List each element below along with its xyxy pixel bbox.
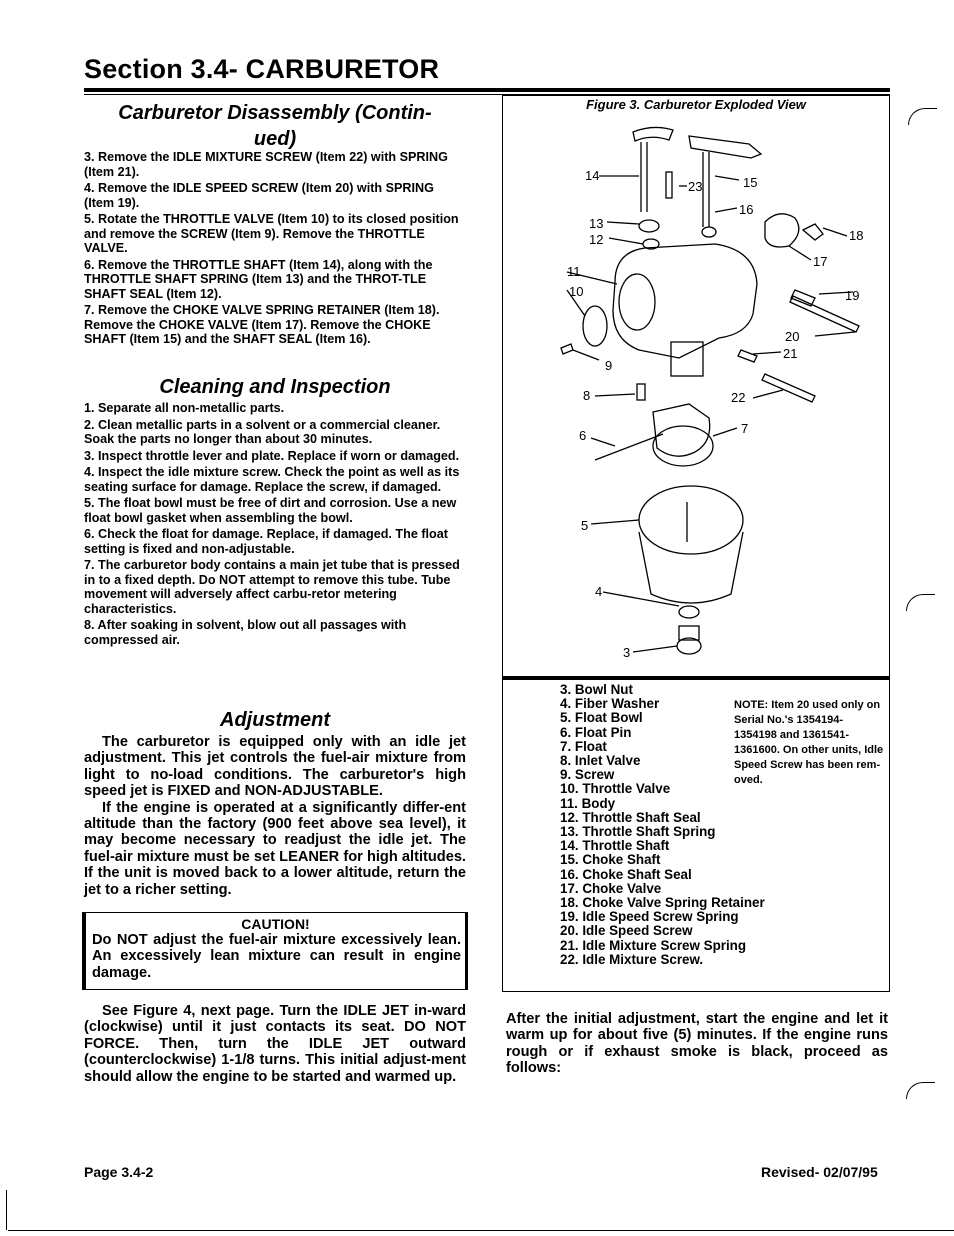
page-number: Page 3.4-2 <box>84 1164 154 1180</box>
page-title: Section 3.4- CARBURETOR <box>84 54 440 84</box>
carburetor-throat <box>619 274 655 330</box>
cleaning-step: 7. The carburetor body contains a main jet tube that is pressed in to a fixed depth. Do NOT attempt to remove this tube. Tube movement will adversely affect carbu-retor metering characteristics. <box>84 558 460 616</box>
callout-label: 13 <box>589 216 604 231</box>
choke-valve-spring-retainer <box>803 224 823 240</box>
parts-list-item: 22. Idle Mixture Screw. <box>560 951 704 967</box>
fiber-washer <box>679 606 699 618</box>
parts-list-item: 21. Idle Mixture Screw Spring <box>560 937 747 953</box>
adjustment-paragraph: See Figure 4, next page. Turn the IDLE JET in-ward (clockwise) until it just contacts its seat. DO NOT FORCE. Then, turn the IDLE JET outward (counterclockwise) 1-1/8 turns. This initial adjust-ment should allow the engine to be started and warmed up. <box>84 1003 466 1085</box>
figure-divider <box>502 676 890 680</box>
callout-label: 14 <box>585 168 600 183</box>
carburetor-body <box>613 244 757 358</box>
cleaning-step: 1. Separate all non-metallic parts. <box>84 401 285 415</box>
parts-list-item: 18. Choke Valve Spring Retainer <box>560 895 765 911</box>
inlet-valve <box>637 384 645 400</box>
disassembly-heading-line1: Carburetor Disassembly (Contin- <box>118 102 432 124</box>
parts-list-item: 14. Throttle Shaft <box>560 838 670 854</box>
float-bowl <box>639 532 743 603</box>
scan-bottom-line <box>8 1230 954 1231</box>
callout-label: 20 <box>785 329 800 344</box>
disassembly-step: 4. Remove the IDLE SPEED SCREW (Item 20) with SPRING (Item 19). <box>84 181 434 210</box>
callout-label: 3 <box>623 645 631 660</box>
disassembly-heading-line2: ued) <box>253 128 297 150</box>
callout-label: 21 <box>783 346 798 361</box>
revision-date: Revised- 02/07/95 <box>761 1164 878 1180</box>
margin-mark <box>908 108 937 125</box>
adjustment-instructions <box>84 1003 466 1085</box>
parts-list-item: 10. Throttle Valve <box>560 781 671 797</box>
margin-mark <box>906 594 935 611</box>
parts-list-item: 3. Bowl Nut <box>560 682 633 697</box>
disassembly-steps <box>84 150 466 349</box>
figure-note: NOTE: Item 20 used only on Serial No.'s 1354194-1354198 and 1361541-1361600. On other units, Idle Speed Screw has been rem-oved. <box>734 699 884 786</box>
callout-label: 5 <box>581 518 589 533</box>
parts-list-item: 17. Choke Valve <box>560 880 662 896</box>
title-rule <box>84 88 890 92</box>
disassembly-step: 3. Remove the IDLE MIXTURE SCREW (Item 22) with SPRING (Item 21). <box>84 150 448 179</box>
callout-label: 12 <box>589 232 604 247</box>
adjustment-paragraph: The carburetor is equipped only with an idle jet adjustment. This jet controls the fuel-air mixture from light to no-load conditions. The carburetor's high speed jet is FIXED and NON-ADJUSTABLE. <box>84 734 466 800</box>
choke-valve <box>765 214 799 247</box>
callout-label: 8 <box>583 388 591 403</box>
parts-list-item: 5. Float Bowl <box>560 710 643 726</box>
parts-list-item: 11. Body <box>560 795 616 811</box>
callout-label: 15 <box>743 175 758 190</box>
parts-list-item: 6. Float Pin <box>560 724 632 740</box>
adjustment-heading: Adjustment <box>220 709 330 731</box>
cleaning-step: 8. After soaking in solvent, blow out all passages with compressed air. <box>84 618 407 647</box>
figure-caption: Figure 3. Carburetor Exploded View <box>586 97 806 112</box>
disassembly-step: 7. Remove the CHOKE VALVE SPRING RETAINER (Item 18). Remove the CHOKE VALVE (Item 17). Remove the CHOKE SHAFT (Item 15) and the SHAFT SEAL (Item 16). <box>84 303 440 346</box>
caution-box <box>82 912 468 990</box>
callout-label: 19 <box>845 288 860 303</box>
cleaning-step: 2. Clean metallic parts in a solvent or a commercial cleaner. Soak the parts no longer than about 30 minutes. <box>84 417 441 446</box>
callout-label: 11 <box>567 264 581 279</box>
callout-label: 18 <box>849 228 864 243</box>
callout-label: 6 <box>579 428 587 443</box>
scan-edge-line <box>6 1190 7 1230</box>
disassembly-step: 5. Rotate the THROTTLE VALVE (Item 10) to its closed position and remove the SCREW (Item 9). Remove the THROTTLE VALVE. <box>84 212 459 255</box>
float-bowl-rim <box>639 486 743 554</box>
throttle-shaft-lever <box>633 127 673 141</box>
part-23 <box>666 172 672 198</box>
throttle-valve-screw <box>561 344 573 354</box>
caution-text: Do NOT adjust the fuel-air mixture excessively lean. An excessively lean mixture can result in engine damage. <box>92 932 461 981</box>
throttle-valve <box>583 306 607 346</box>
margin-mark <box>906 1082 935 1099</box>
parts-list-item: 12. Throttle Shaft Seal <box>560 809 701 825</box>
callout-label: 17 <box>813 254 828 269</box>
float-body <box>653 426 713 466</box>
right-column-text <box>506 1011 888 1077</box>
parts-list-item: 15. Choke Shaft <box>560 852 661 868</box>
callout-label: 16 <box>739 202 754 217</box>
parts-list-item: 13. Throttle Shaft Spring <box>560 824 716 840</box>
cleaning-step: 3. Inspect throttle lever and plate. Replace if worn or damaged. <box>84 448 460 463</box>
callout-label: 10 <box>569 284 584 299</box>
disassembly-step: 6. Remove the THROTTLE SHAFT (Item 14), along with the THROTTLE SHAFT SPRING (Item 13) and the THROT-TLE SHAFT SEAL (Item 12). <box>84 257 433 301</box>
parts-list-item: 19. Idle Speed Screw Spring <box>560 909 739 925</box>
parts-list-item: 16. Choke Shaft Seal <box>560 866 692 882</box>
parts-list-item: 7. Float <box>560 738 607 754</box>
cleaning-heading: Cleaning and Inspection <box>159 376 391 398</box>
cleaning-step: 4. Inspect the idle mixture screw. Check the point as well as its seating surface for damage. Replace the screw, if damaged. <box>84 465 460 494</box>
carburetor-exploded-diagram <box>503 112 889 674</box>
disassembly-heading <box>84 100 466 152</box>
adjustment-paragraph: After the initial adjustment, start the engine and let it warm up for about five (5) minutes. If the engine runs rough or if exhaust smoke is black, proceed as follows: <box>506 1011 888 1077</box>
parts-list-item: 9. Screw <box>560 767 615 783</box>
parts-list-item: 4. Fiber Washer <box>560 696 660 712</box>
callout-label: 7 <box>741 421 749 436</box>
callout-label: 9 <box>605 358 613 373</box>
idle-mixture-screw <box>762 374 815 402</box>
adjustment-body <box>84 734 466 898</box>
parts-list-item: 20. Idle Speed Screw <box>560 923 693 939</box>
idle-mixture-screw-spring <box>738 350 757 362</box>
parts-list-item: 8. Inlet Valve <box>560 753 641 769</box>
choke-shaft-seal <box>702 227 716 237</box>
callout-label: 23 <box>688 179 703 194</box>
body-bowl-mount <box>671 342 703 376</box>
cleaning-step: 5. The float bowl must be free of dirt and corrosion. Use a new float bowl gasket when assembling the bowl. <box>84 496 457 525</box>
cleaning-steps <box>84 401 466 649</box>
throttle-shaft-spring <box>639 220 659 232</box>
adjustment-paragraph: If the engine is operated at a significantly differ-ent altitude than the factory (900 feet above sea level), it may become necessary to readjust the idle jet. The fuel-air mixture must be set LEANER for high altitudes. If the unit is moved back to a lower altitude, return the jet to a richer setting. <box>84 799 466 898</box>
choke-shaft-lever <box>689 136 761 158</box>
callout-label: 4 <box>595 584 603 599</box>
caution-title: CAUTION! <box>241 916 310 932</box>
cleaning-step: 6. Check the float for damage. Replace, if damaged. The float setting is fixed and non-adjustable. <box>84 527 448 556</box>
callout-label: 22 <box>731 390 746 405</box>
